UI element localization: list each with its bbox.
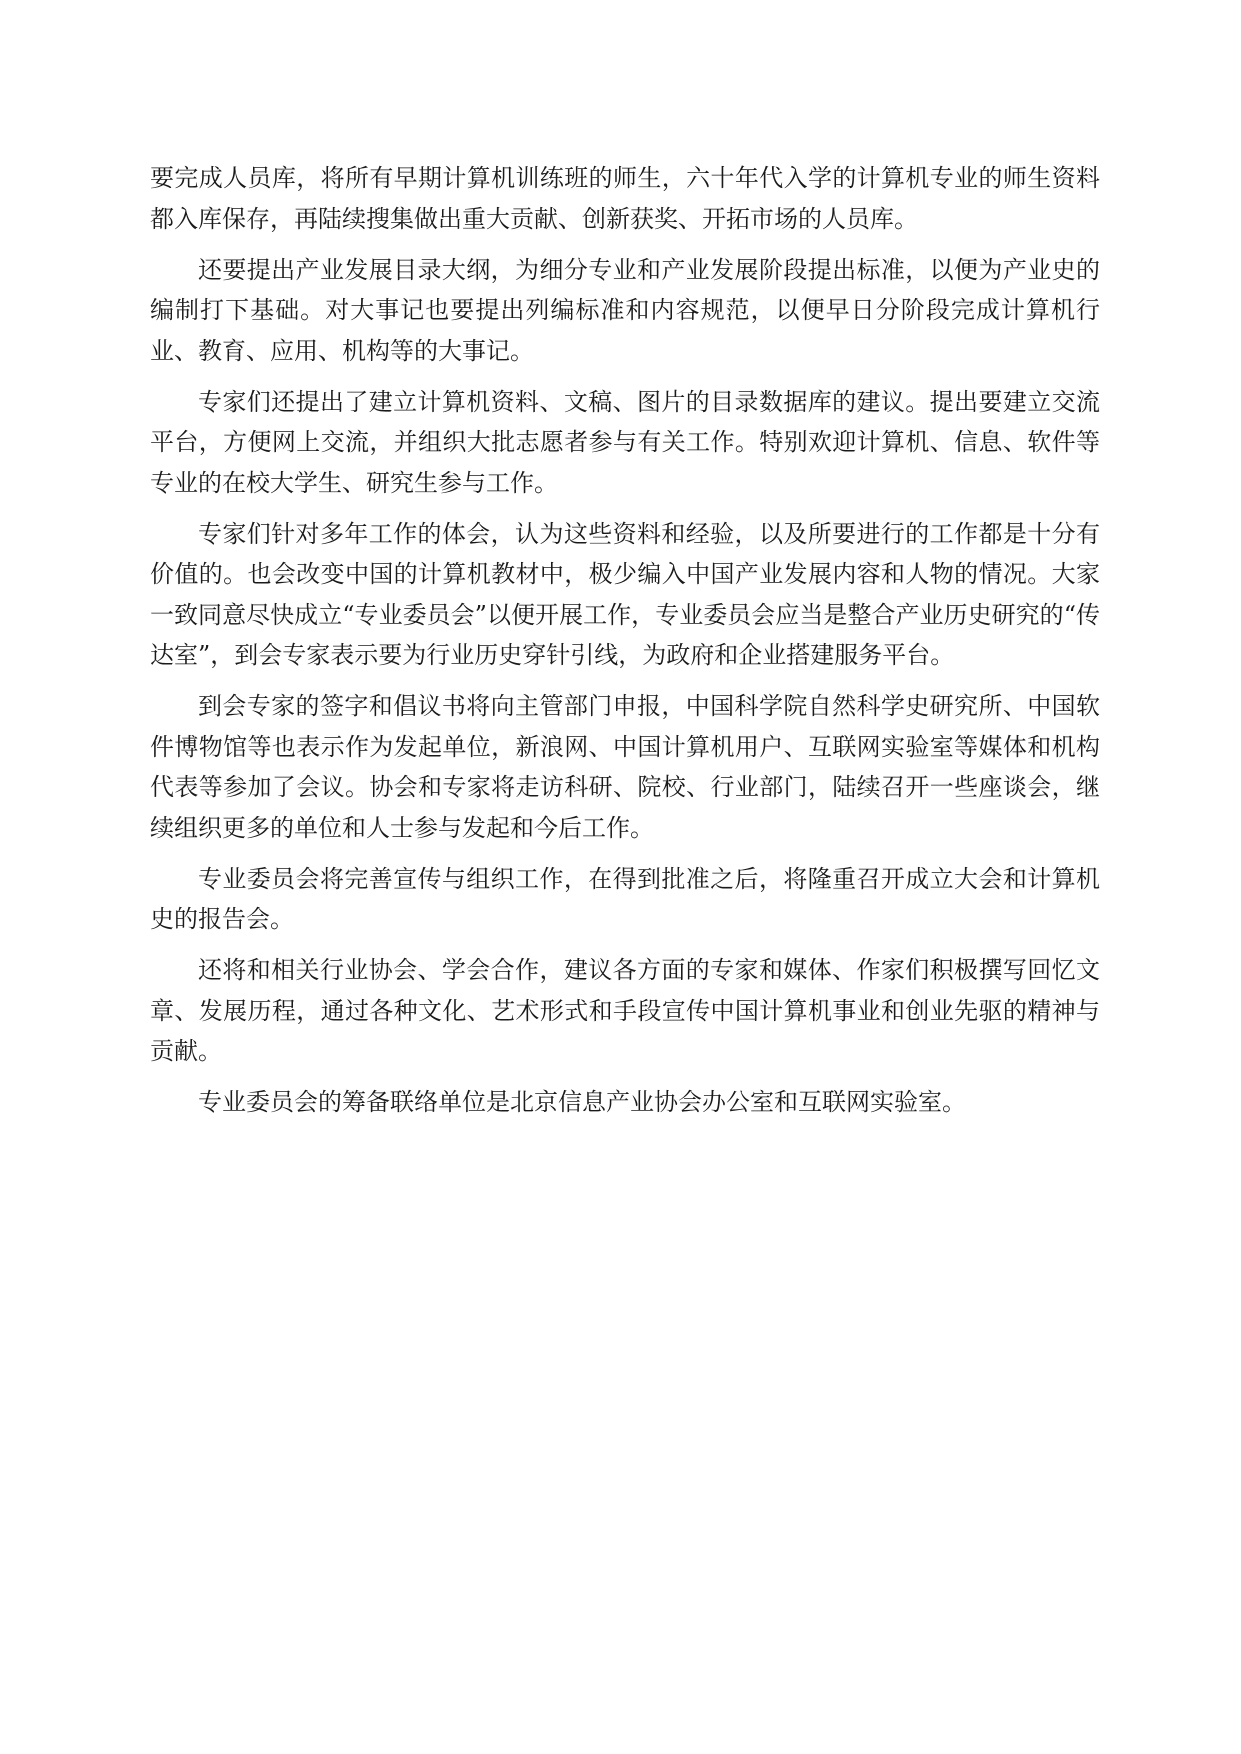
paragraph-industry-outline: 还要提出产业发展目录大纲，为细分专业和产业发展阶段提出标准，以便为产业史的编制打下基础。对大事记也要提出列编标准和内容规范，以便早日分阶段完成计算机行业、教育、应用、机构等的大事记。 <box>150 255 1100 365</box>
paragraph-expert-experience: 专家们针对多年工作的体会，认为这些资料和经验，以及所要进行的工作都是十分有价值的。也会改变中国的计算机教材中，极少编入中国产业发展内容和人物的情况。大家一致同意尽快成立“专业委员会”以便开展工作，专业委员会应当是整合产业历史研究的“传达室”，到会专家表示要为行业历史穿针引线，为政府和企业搭建服务平台。 <box>150 519 1100 669</box>
paragraph-cooperation: 还将和相关行业协会、学会合作，建议各方面的专家和媒体、作家们积极撰写回忆文章、发展历程，通过各种文化、艺术形式和手段宣传中国计算机事业和创业先驱的精神与贡献。 <box>150 956 1100 1065</box>
paragraph-committee-founding: 专业委员会将完善宣传与组织工作，在得到批准之后，将隆重召开成立大会和计算机史的报告会。 <box>150 864 1100 933</box>
paragraph-liaison-units: 专业委员会的筹备联络单位是北京信息产业协会办公室和互联网实验室。 <box>198 1088 966 1116</box>
paragraph-personnel-database: 要完成人员库，将所有早期计算机训练班的师生，六十年代入学的计算机专业的师生资料都入库保存，再陆续搜集做出重大贡献、创新获奖、开拓市场的人员库。 <box>150 164 1100 233</box>
paragraph-initiative-signatures: 到会专家的签字和倡议书将向主管部门申报，中国科学院自然科学史研究所、中国软件博物馆等也表示作为发起单位，新浪网、中国计算机用户、互联网实验室等媒体和机构代表等参加了会议。协会和专家将走访科研、院校、行业部门，陆续召开一些座谈会，继续组织更多的单位和人士参与发起和今后工作。 <box>150 692 1100 842</box>
paragraph-catalog-database: 专家们还提出了建立计算机资料、文稿、图片的目录数据库的建议。提出要建立交流平台，方便网上交流，并组织大批志愿者参与有关工作。特别欢迎计算机、信息、软件等专业的在校大学生、研究生参与工作。 <box>150 387 1100 497</box>
document-body <box>150 158 1100 1133</box>
